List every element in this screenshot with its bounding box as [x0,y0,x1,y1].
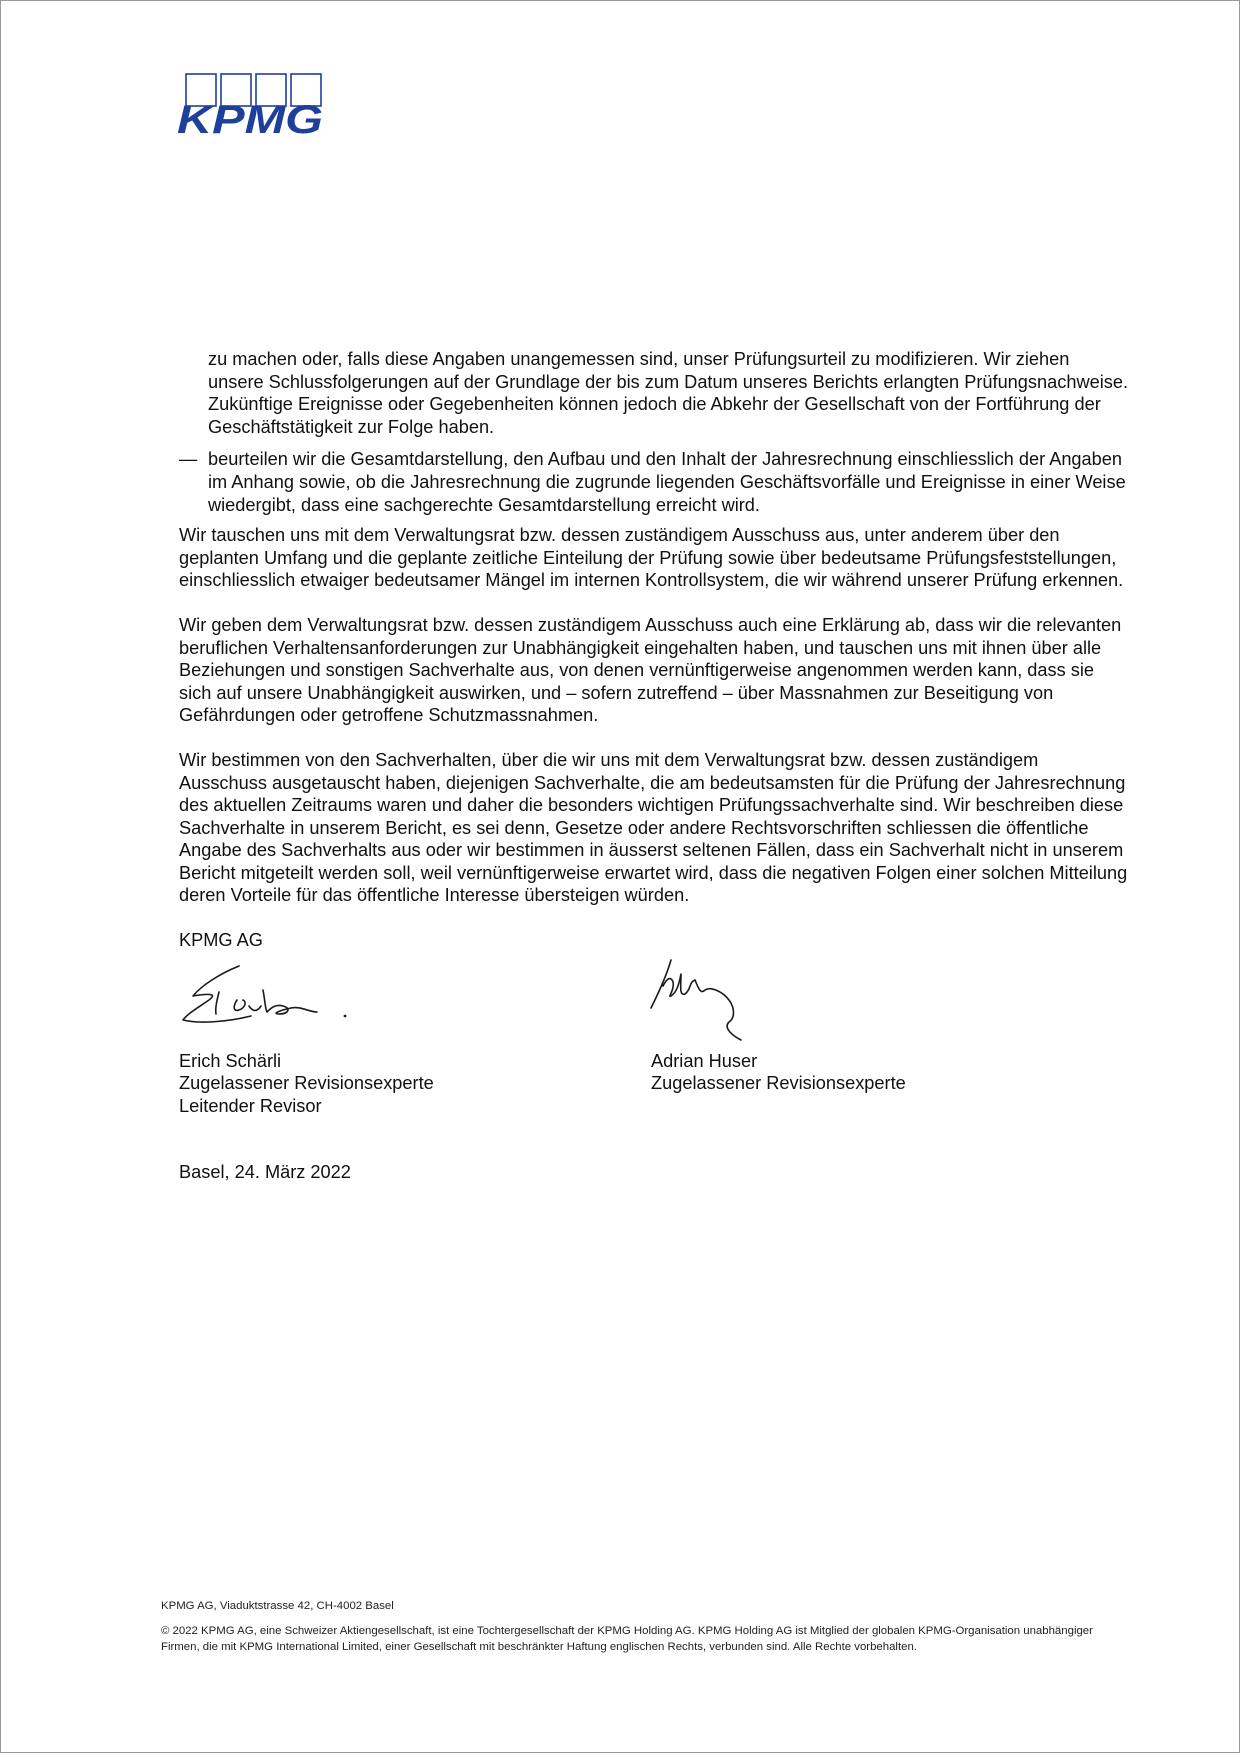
bullet-text: beurteilen wir die Gesamtdarstellung, den Aufbau und den Inhalt der Jahresrechnung einschliesslich der Angaben im Anhang sowie, ob die Jahresrechnung die zugrunde liegenden Geschäftsvorfälle und Ereignisse in einer Weise wiedergibt, dass eine sachgerechte Gesamtdarstellung erreicht wird. [208,449,1126,515]
signatory-title: Zugelassener Revisionsexperte [179,1073,434,1094]
continuation-paragraph: zu machen oder, falls diese Angaben unangemessen sind, unser Prüfungsurteil zu modifizieren. Wir ziehen unsere Schlussfolgerungen auf der Grundlage der bis zum Datum unseres Berichts erlangten Prüfungsnachweise. Zukünftige Ereignisse oder Gegebenheiten können jedoch die Abkehr der Gesellschaft von der Fortführung der Geschäftstätigkeit zur Folge haben. [208,349,1128,437]
signatory-2 [651,1050,1123,1118]
signature-area [179,952,1129,1052]
signatory-role: Leitender Revisor [179,1095,322,1116]
signatory-name: Adrian Huser [651,1050,758,1071]
paragraph: Wir bestimmen von den Sachverhalten, über die wir uns mit dem Verwaltungsrat bzw. dessen zuständigem Ausschuss ausgetauscht haben, diejenigen Sachverhalte, die am bedeutsamsten für die Prüfung der Jahresrechnung des aktuellen Zeitraums waren und daher die besonders wichtigen Prüfungssachverhalte sind. Wir beschreiben diese Sachverhalte in unserem Bericht, es sei denn, Gesetze oder andere Rechtsvorschriften schliessen die öffentliche Angabe des Sachverhalts aus oder wir bestimmen in äusserst seltenen Fällen, dass ein Sachverhalt nicht in unserem Bericht mitgeteilt werden soll, weil vernünftigerweise erwartet wird, dass die negativen Folgen einer solchen Mitteilung deren Vorteile für das öffentliche Interesse übersteigen würden. [179,749,1128,906]
footer-address: KPMG AG, Viaduktstrasse 42, CH-4002 Basel [161,1600,394,1612]
signatory-1 [179,1050,651,1118]
kpmg-logo-text: KPMG [177,98,323,137]
report-body [179,348,1129,1184]
footer-legal: © 2022 KPMG AG, eine Schweizer Aktiengesellschaft, ist eine Tochtergesellschaft der KPMG Holding AG. KPMG Holding AG ist Mitglied der globalen KPMG-Organisation unabhängiger Firmen, die mit KPMG International Limited, einer Gesellschaft mit beschränkter Haftung englischen Rechts, verbunden sind. Alle Rechte vorbehalten. [161,1625,1093,1653]
place-date: Basel, 24. März 2022 [179,1162,351,1183]
paragraph: Wir geben dem Verwaltungsrat bzw. dessen zuständigem Ausschuss auch eine Erklärung ab, dass wir die relevanten beruflichen Verhaltensanforderungen zur Unabhängigkeit eingehalten haben, und tauschen uns mit ihnen über alle Beziehungen und sonstigen Sachverhalte aus, von denen vernünftigerweise angenommen werden kann, dass sie sich auf unsere Unabhängigkeit auswirken, und – sofern zutreffend – über Massnahmen zur Beseitigung von Gefährdungen oder getroffene Schutzmassnahmen. [179,614,1122,726]
signatory-name: Erich Schärli [179,1050,282,1071]
signature-erich-scharli [179,960,349,1030]
kpmg-logo [177,73,327,137]
signatories [179,1050,1129,1118]
bullet-item [179,448,1129,516]
paragraph: Wir tauschen uns mit dem Verwaltungsrat bzw. dessen zuständigem Ausschuss aus, unter anderem über den geplanten Umfang und die geplante zeitliche Einteilung der Prüfung sowie über bedeutsame Prüfungsfeststellungen, einschliesslich etwaiger bedeutsamer Mängel im internen Kontrollsystem, die wir während unserer Prüfung erkennen. [179,525,1124,591]
company-name: KPMG AG [179,930,263,951]
page-footer [161,1598,1121,1655]
signatory-title: Zugelassener Revisionsexperte [651,1073,906,1094]
signature-adrian-huser [649,956,779,1050]
bullet-dash: — [179,449,198,470]
